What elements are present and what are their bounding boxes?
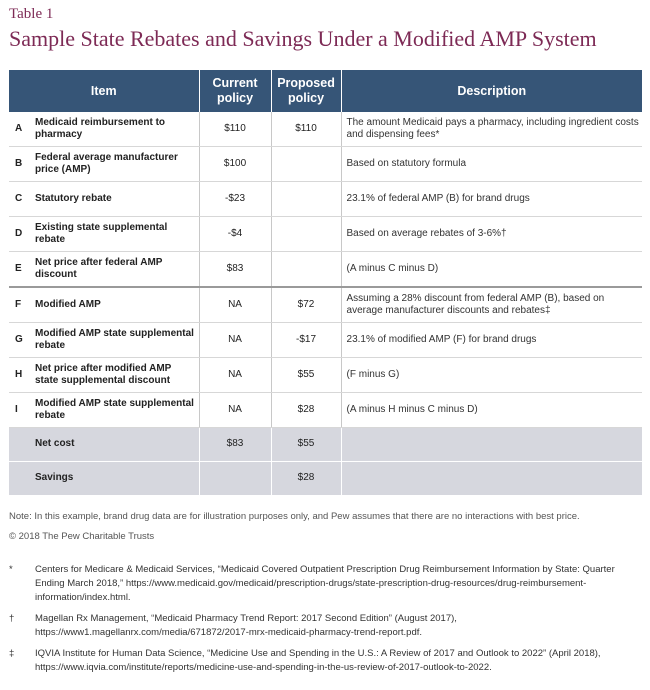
row-letter: H [9, 358, 31, 393]
row-current: $83 [199, 252, 271, 288]
row-description: (F minus G) [341, 358, 642, 393]
footnote-mark: † [9, 613, 15, 624]
table-row [9, 217, 642, 252]
row-letter: I [9, 393, 31, 428]
header-description: Description [341, 70, 642, 112]
row-proposed [271, 147, 341, 182]
row-letter: E [9, 252, 31, 288]
table-row [9, 393, 642, 428]
summary-current: $83 [199, 428, 271, 462]
row-current: NA [199, 393, 271, 428]
row-item: Net price after modified AMP state supplemental discount [31, 358, 199, 393]
row-proposed: $55 [271, 358, 341, 393]
row-proposed: -$17 [271, 323, 341, 358]
summary-current [199, 462, 271, 496]
row-current: NA [199, 323, 271, 358]
footnote-mark: ‡ [9, 648, 15, 659]
footnote-mark: * [9, 564, 13, 575]
row-item: Modified AMP state supplemental rebate [31, 323, 199, 358]
row-current: -$4 [199, 217, 271, 252]
summary-item: Savings [31, 462, 199, 496]
footnote [9, 647, 639, 675]
table-row [9, 287, 642, 323]
row-item: Modified AMP state supplemental rebate [31, 393, 199, 428]
row-item: Statutory rebate [31, 182, 199, 217]
footnote [9, 563, 639, 605]
row-current: NA [199, 287, 271, 323]
page-title: Sample State Rebates and Savings Under a Modified AMP System [9, 26, 597, 51]
row-item: Existing state supplemental rebate [31, 217, 199, 252]
row-item: Medicaid reimbursement to pharmacy [31, 112, 199, 147]
table-row [9, 147, 642, 182]
row-letter: A [9, 112, 31, 147]
row-item: Federal average manufacturer price (AMP) [31, 147, 199, 182]
row-description: (A minus C minus D) [341, 252, 642, 288]
summary-proposed: $55 [271, 428, 341, 462]
summary-row-net-cost [9, 428, 642, 462]
table-row [9, 323, 642, 358]
table-row [9, 112, 642, 147]
header-item: Item [9, 70, 199, 112]
footnote [9, 612, 639, 640]
summary-item: Net cost [31, 428, 199, 462]
table-row [9, 182, 642, 217]
row-current: NA [199, 358, 271, 393]
row-letter: C [9, 182, 31, 217]
row-proposed: $28 [271, 393, 341, 428]
summary-row-savings [9, 462, 642, 496]
row-letter: D [9, 217, 31, 252]
row-description: The amount Medicaid pays a pharmacy, including ingredient costs and dispensing fees* [341, 112, 642, 147]
row-current: -$23 [199, 182, 271, 217]
table-header [9, 70, 642, 112]
row-description: Based on average rebates of 3-6%† [341, 217, 642, 252]
rebates-table [9, 70, 642, 496]
footnote-text: Magellan Rx Management, “Medicaid Pharmacy Trend Report: 2017 Second Edition” (August 2017), https://www1.magellanrx.com/media/671872/2017-mrx-medicaid-pharmacy-trend-report.pdf. [35, 613, 457, 638]
footnote-text: IQVIA Institute for Human Data Science, “Medicine Use and Spending in the U.S.: A Review of 2017 and Outlook to 2022” (April 2018), https://www.iqvia.com/institute/reports/medicine-use-and-spending-in-the-us-review-of-2017-outlook-to-2022. [35, 648, 601, 673]
row-current: $110 [199, 112, 271, 147]
summary-proposed: $28 [271, 462, 341, 496]
row-letter: G [9, 323, 31, 358]
row-proposed [271, 252, 341, 288]
row-proposed: $110 [271, 112, 341, 147]
table-label: Table 1 [9, 6, 54, 22]
row-item: Modified AMP [31, 287, 199, 323]
row-current: $100 [199, 147, 271, 182]
row-proposed [271, 182, 341, 217]
row-description: Assuming a 28% discount from federal AMP (B), based on average manufacturer discounts and rebates‡ [341, 287, 642, 323]
row-description: Based on statutory formula [341, 147, 642, 182]
row-description: 23.1% of federal AMP (B) for brand drugs [341, 182, 642, 217]
copyright: © 2018 The Pew Charitable Trusts [9, 531, 155, 542]
row-description: (A minus H minus C minus D) [341, 393, 642, 428]
row-item: Net price after federal AMP discount [31, 252, 199, 288]
table-note: Note: In this example, brand drug data are for illustration purposes only, and Pew assumes that there are no interactions with best price. [9, 511, 580, 522]
footnote-text: Centers for Medicare & Medicaid Services, “Medicaid Covered Outpatient Prescription Drug Reimbursement Information by State: Quarter Ending March 2018,” https://www.medicaid.gov/medicaid/prescription-drugs/state-prescription-drug-resources/drug-reimbursement-information/index.html. [35, 564, 615, 603]
header-proposed-policy: Proposed policy [271, 70, 341, 112]
row-proposed: $72 [271, 287, 341, 323]
row-proposed [271, 217, 341, 252]
table-row [9, 252, 642, 288]
row-letter: B [9, 147, 31, 182]
row-description: 23.1% of modified AMP (F) for brand drugs [341, 323, 642, 358]
header-current-policy: Current policy [199, 70, 271, 112]
table-row [9, 358, 642, 393]
row-letter: F [9, 287, 31, 323]
